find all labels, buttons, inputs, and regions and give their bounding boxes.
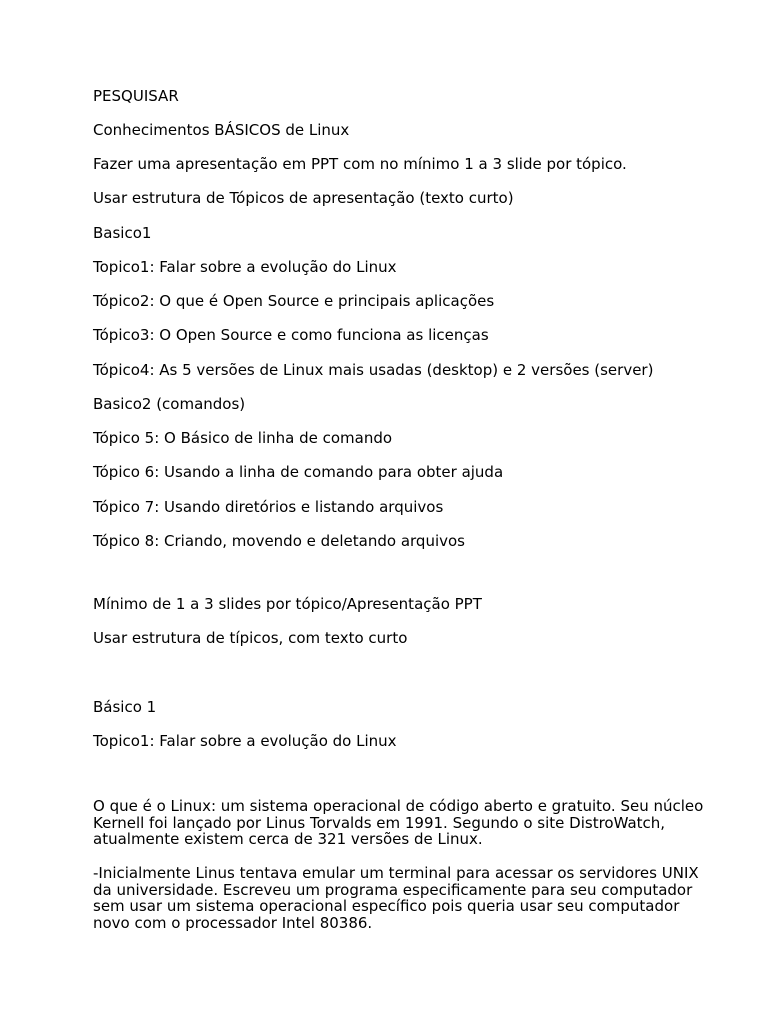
topic-item: Tópico 5: O Básico de linha de comando — [93, 429, 393, 447]
section-heading: Basico2 (comandos) — [93, 395, 246, 413]
topic-item: Tópico4: As 5 versões de Linux mais usadas (desktop) e 2 versões (server) — [93, 361, 654, 379]
instruction-line: Usar estrutura de típicos, com texto curto — [93, 629, 408, 647]
topic-item: Tópico3: O Open Source e como funciona as licenças — [93, 326, 489, 344]
instruction-line: Usar estrutura de Tópicos de apresentação (texto curto) — [93, 189, 514, 207]
body-paragraph: O que é o Linux: um sistema operacional de código aberto e gratuito. Seu núcleo Kernell foi lançado por Linus Torvalds em 1991. Segundo o site DistroWatch, atualmente existem cerca de 321 versões de Linux. — [93, 797, 704, 848]
section-heading: Básico 1 — [93, 698, 157, 716]
topic-item: Topico1: Falar sobre a evolução do Linux — [93, 732, 397, 750]
instruction-line: Mínimo de 1 a 3 slides por tópico/Apresentação PPT — [93, 595, 482, 613]
body-paragraph: -Inicialmente Linus tentava emular um terminal para acessar os servidores UNIX da universidade. Escreveu um programa especificamente para seu computador sem usar um sistema operacional específico pois queria usar seu computador novo com o processador Intel 80386. — [93, 864, 699, 932]
section-heading: Basico1 — [93, 224, 152, 242]
topic-item: Tópico 8: Criando, movendo e deletando arquivos — [93, 532, 465, 550]
topic-item: Tópico 6: Usando a linha de comando para obter ajuda — [93, 463, 504, 481]
instruction-line: Fazer uma apresentação em PPT com no mínimo 1 a 3 slide por tópico. — [93, 155, 627, 173]
topic-item: Tópico 7: Usando diretórios e listando arquivos — [93, 498, 444, 516]
heading-pesquisar: PESQUISAR — [93, 87, 179, 105]
topic-item: Tópico2: O que é Open Source e principais aplicações — [93, 292, 495, 310]
topic-item: Topico1: Falar sobre a evolução do Linux — [93, 258, 397, 276]
subject-line: Conhecimentos BÁSICOS de Linux — [93, 121, 350, 139]
